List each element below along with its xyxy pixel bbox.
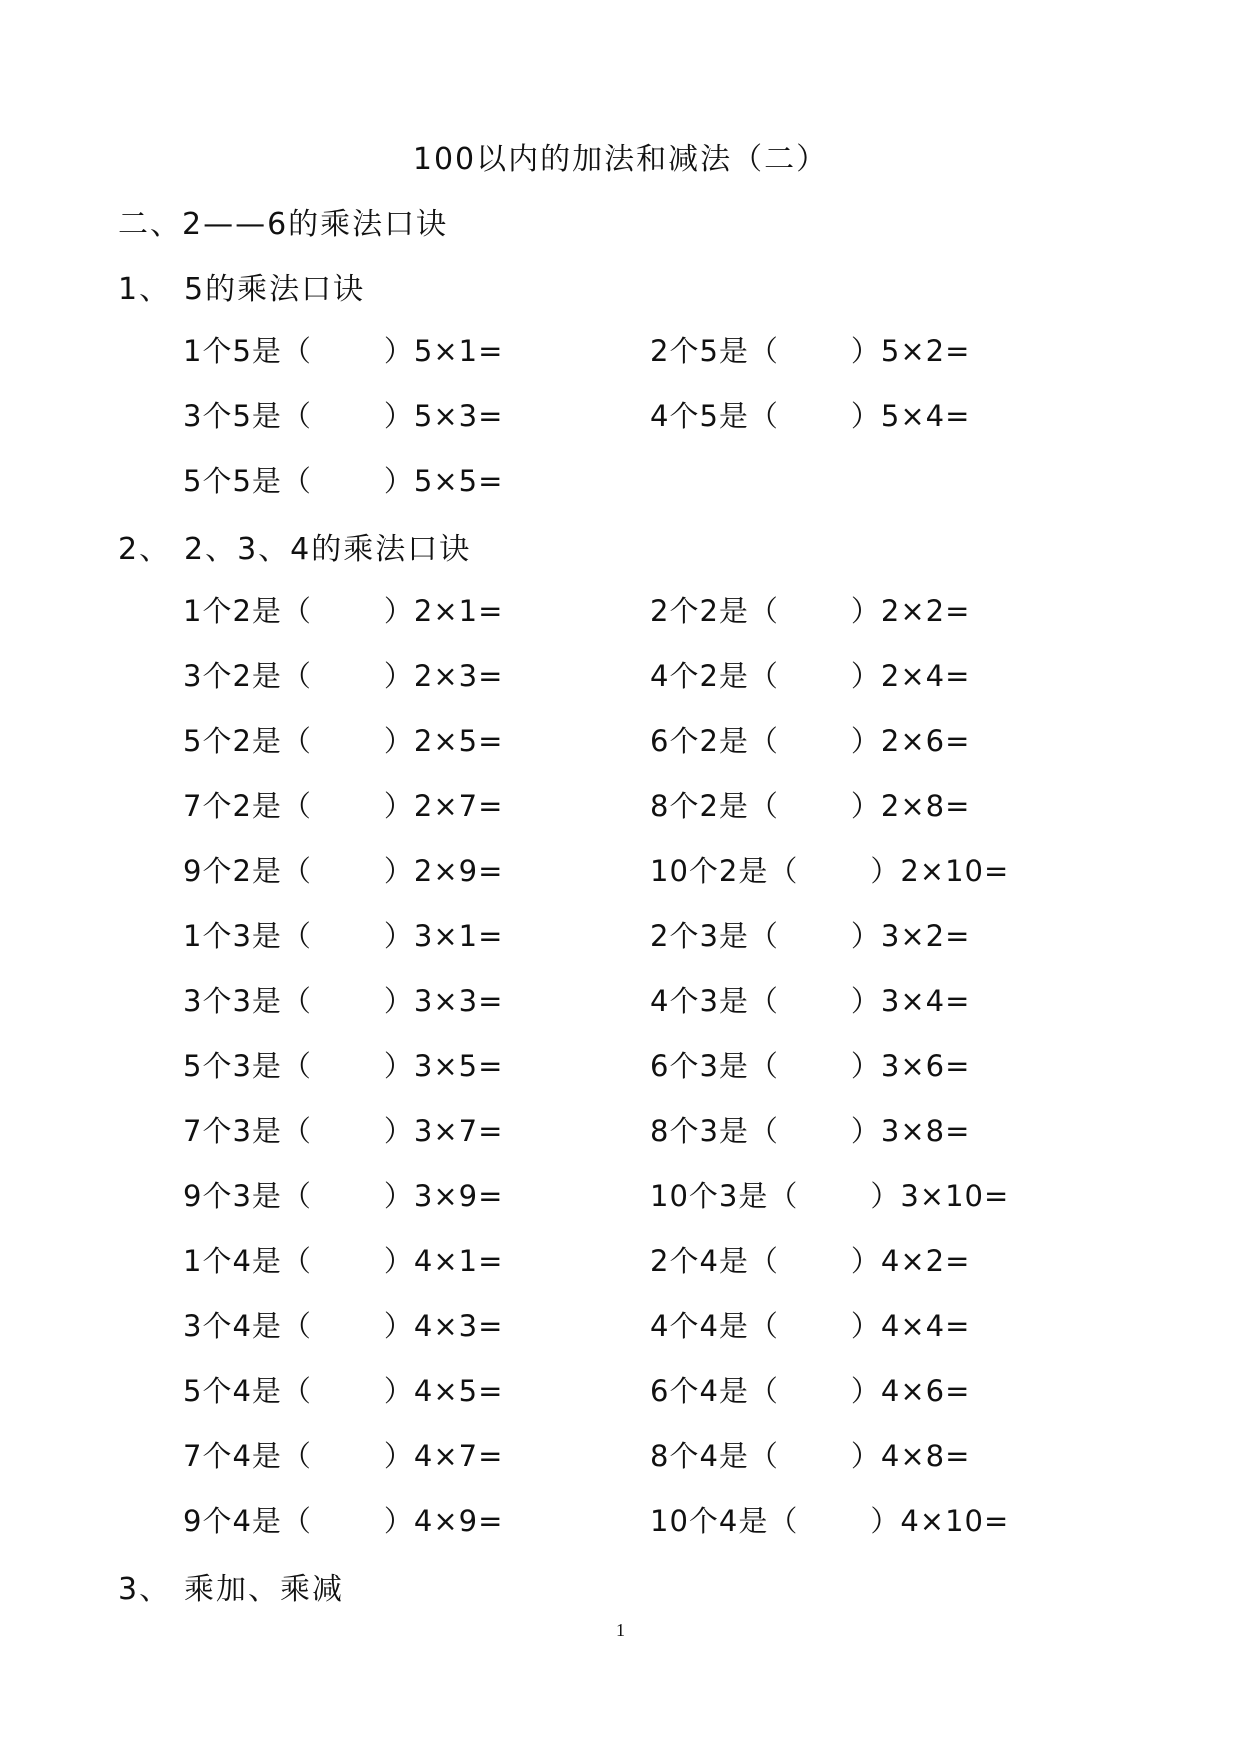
- exercise-equation: ）2×9=: [383, 854, 504, 888]
- exercise-item: [183, 914, 503, 955]
- exercise-question: 10个2是（: [650, 854, 799, 888]
- exercise-equation: ）3×8=: [850, 1114, 971, 1148]
- exercise-equation: ）3×1=: [383, 919, 504, 953]
- subsection-heading: [118, 524, 471, 568]
- exercise-item: [650, 654, 970, 695]
- subsection-number: 1、: [118, 272, 172, 307]
- exercise-item: [183, 394, 503, 435]
- exercise-question: 8个2是（: [650, 789, 779, 823]
- exercise-item: [650, 784, 970, 825]
- exercise-question: 8个3是（: [650, 1114, 779, 1148]
- exercise-equation: ）2×5=: [383, 724, 504, 758]
- subsection-label: 5的乘法口诀: [184, 272, 366, 307]
- exercise-question: 4个5是（: [650, 399, 779, 433]
- page-number: 1: [616, 1620, 625, 1640]
- exercise-item: [183, 784, 503, 825]
- exercise-equation: ）2×1=: [383, 594, 504, 628]
- exercise-question: 7个2是（: [183, 789, 312, 823]
- exercise-equation: ）2×8=: [850, 789, 971, 823]
- exercise-item: [183, 459, 503, 500]
- exercise-row: [0, 784, 1241, 824]
- exercise-question: 3个3是（: [183, 984, 312, 1018]
- exercise-question: 4个4是（: [650, 1309, 779, 1343]
- exercise-equation: ）4×6=: [850, 1374, 971, 1408]
- exercise-question: 2个4是（: [650, 1244, 779, 1278]
- exercise-question: 6个3是（: [650, 1049, 779, 1083]
- exercise-question: 5个4是（: [183, 1374, 312, 1408]
- exercise-equation: ）4×5=: [383, 1374, 504, 1408]
- exercise-row: [0, 1499, 1241, 1539]
- exercise-question: 6个4是（: [650, 1374, 779, 1408]
- subsection-number: 2、: [118, 532, 172, 567]
- exercise-question: 3个4是（: [183, 1309, 312, 1343]
- exercise-row: [0, 1304, 1241, 1344]
- exercise-equation: ）2×4=: [850, 659, 971, 693]
- exercise-item: [183, 329, 503, 370]
- exercise-equation: ）3×5=: [383, 1049, 504, 1083]
- exercise-equation: ）3×10=: [870, 1179, 1010, 1213]
- exercise-question: 9个4是（: [183, 1504, 312, 1538]
- exercise-question: 4个3是（: [650, 984, 779, 1018]
- exercise-item: [650, 1109, 970, 1150]
- exercise-question: 2个5是（: [650, 334, 779, 368]
- exercise-item: [650, 1239, 970, 1280]
- exercise-question: 2个3是（: [650, 919, 779, 953]
- section-heading: 二、2——6的乘法口诀: [118, 207, 449, 242]
- exercise-row: [0, 654, 1241, 694]
- exercise-equation: ）4×2=: [850, 1244, 971, 1278]
- exercise-equation: ）4×3=: [383, 1309, 504, 1343]
- exercise-item: [650, 589, 970, 630]
- exercise-question: 3个2是（: [183, 659, 312, 693]
- exercise-equation: ）5×4=: [850, 399, 971, 433]
- exercise-question: 1个3是（: [183, 919, 312, 953]
- subsection-heading: [118, 1564, 344, 1608]
- exercise-row: [0, 1109, 1241, 1149]
- exercise-equation: ）2×6=: [850, 724, 971, 758]
- exercise-item: [650, 329, 970, 370]
- exercise-item: [650, 914, 970, 955]
- exercise-equation: ）2×10=: [870, 854, 1010, 888]
- exercise-item: [650, 1434, 970, 1475]
- subsection-heading: [118, 264, 365, 308]
- exercise-question: 6个2是（: [650, 724, 779, 758]
- exercise-row: [0, 1239, 1241, 1279]
- exercise-row: [0, 459, 1241, 499]
- exercise-item: [183, 1304, 503, 1345]
- exercise-item: [183, 654, 503, 695]
- exercise-row: [0, 589, 1241, 629]
- exercise-question: 3个5是（: [183, 399, 312, 433]
- exercise-item: [183, 719, 503, 760]
- exercise-item: [183, 1239, 503, 1280]
- exercise-row: [0, 1369, 1241, 1409]
- exercise-equation: ）5×5=: [383, 464, 504, 498]
- exercise-question: 5个3是（: [183, 1049, 312, 1083]
- exercise-equation: ）3×9=: [383, 1179, 504, 1213]
- exercise-question: 5个5是（: [183, 464, 312, 498]
- exercise-item: [650, 719, 970, 760]
- page-title: 100以内的加法和减法（二）: [412, 142, 829, 177]
- exercise-row: [0, 1434, 1241, 1474]
- exercise-equation: ）5×3=: [383, 399, 504, 433]
- exercise-row: [0, 914, 1241, 954]
- exercise-item: [650, 1174, 1009, 1215]
- exercise-item: [650, 1304, 970, 1345]
- exercise-equation: ）2×7=: [383, 789, 504, 823]
- exercise-row: [0, 849, 1241, 889]
- exercise-item: [183, 979, 503, 1020]
- exercise-equation: ）3×3=: [383, 984, 504, 1018]
- exercise-item: [650, 979, 970, 1020]
- exercise-question: 9个3是（: [183, 1179, 312, 1213]
- subsection-label: 乘加、乘减: [184, 1572, 344, 1607]
- exercise-item: [183, 589, 503, 630]
- exercise-equation: ）2×3=: [383, 659, 504, 693]
- exercise-equation: ）3×2=: [850, 919, 971, 953]
- exercise-row: [0, 1044, 1241, 1084]
- exercise-question: 9个2是（: [183, 854, 312, 888]
- subsection-number: 3、: [118, 1572, 172, 1607]
- exercise-row: [0, 719, 1241, 759]
- exercise-equation: ）4×7=: [383, 1439, 504, 1473]
- exercise-equation: ）3×7=: [383, 1114, 504, 1148]
- exercise-item: [183, 1369, 503, 1410]
- exercise-item: [650, 849, 1009, 890]
- exercise-item: [183, 1499, 503, 1540]
- exercise-item: [183, 1434, 503, 1475]
- exercise-item: [183, 849, 503, 890]
- exercise-question: 8个4是（: [650, 1439, 779, 1473]
- exercise-question: 1个4是（: [183, 1244, 312, 1278]
- exercise-equation: ）3×6=: [850, 1049, 971, 1083]
- exercise-equation: ）4×8=: [850, 1439, 971, 1473]
- exercise-item: [650, 394, 970, 435]
- exercise-equation: ）3×4=: [850, 984, 971, 1018]
- exercise-question: 7个3是（: [183, 1114, 312, 1148]
- exercise-equation: ）4×10=: [870, 1504, 1010, 1538]
- exercise-question: 1个2是（: [183, 594, 312, 628]
- exercise-equation: ）5×2=: [850, 334, 971, 368]
- exercise-row: [0, 979, 1241, 1019]
- exercise-question: 10个3是（: [650, 1179, 799, 1213]
- exercise-question: 7个4是（: [183, 1439, 312, 1473]
- exercise-item: [183, 1109, 503, 1150]
- exercise-equation: ）4×9=: [383, 1504, 504, 1538]
- exercise-item: [650, 1044, 970, 1085]
- subsection-label: 2、3、4的乘法口诀: [184, 532, 472, 567]
- exercise-question: 1个5是（: [183, 334, 312, 368]
- exercise-equation: ）5×1=: [383, 334, 504, 368]
- exercise-item: [183, 1174, 503, 1215]
- exercise-row: [0, 1174, 1241, 1214]
- exercise-equation: ）4×4=: [850, 1309, 971, 1343]
- exercise-item: [650, 1369, 970, 1410]
- exercise-item: [650, 1499, 1009, 1540]
- exercise-question: 10个4是（: [650, 1504, 799, 1538]
- exercise-equation: ）2×2=: [850, 594, 971, 628]
- exercise-row: [0, 394, 1241, 434]
- exercise-item: [183, 1044, 503, 1085]
- exercise-question: 5个2是（: [183, 724, 312, 758]
- exercise-question: 4个2是（: [650, 659, 779, 693]
- exercise-equation: ）4×1=: [383, 1244, 504, 1278]
- exercise-question: 2个2是（: [650, 594, 779, 628]
- exercise-row: [0, 329, 1241, 369]
